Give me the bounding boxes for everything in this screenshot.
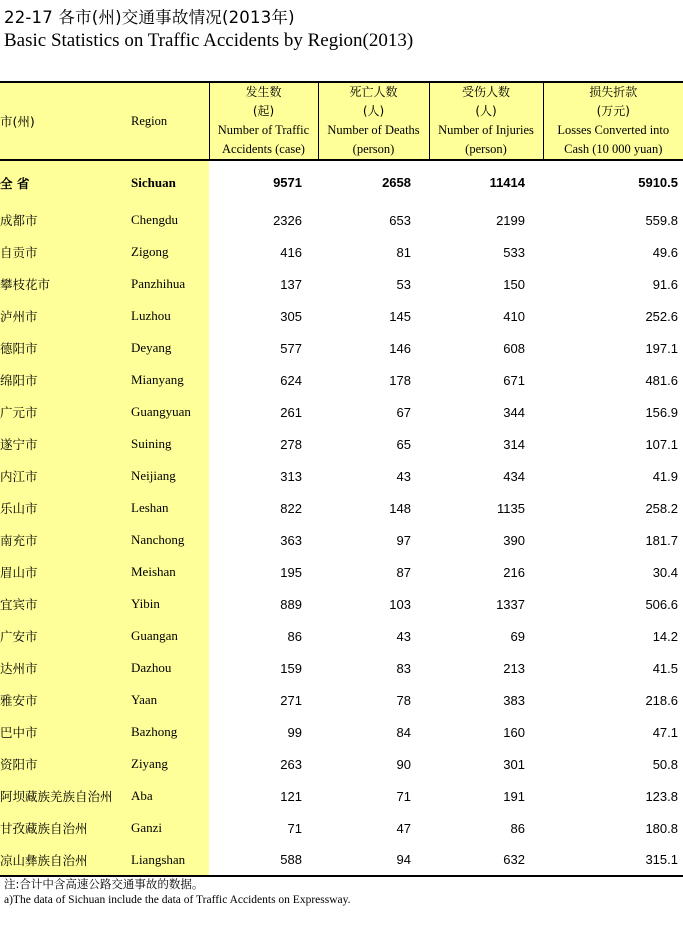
region-cn: 内江市 bbox=[0, 460, 131, 492]
header-deaths-unit: (人) bbox=[362, 104, 385, 118]
region-en: Nanchong bbox=[131, 524, 209, 556]
table-row bbox=[0, 460, 683, 492]
table-row bbox=[0, 492, 683, 524]
injuries-value: 150 bbox=[503, 276, 525, 292]
region-en: Sichuan bbox=[131, 160, 209, 204]
deaths-value: 67 bbox=[396, 404, 411, 420]
losses-value: 180.8 bbox=[645, 820, 678, 836]
region-en: Liangshan bbox=[131, 844, 209, 876]
losses-value: 481.6 bbox=[645, 372, 678, 388]
injuries-value: 301 bbox=[503, 756, 525, 772]
region-cn: 甘孜藏族自治州 bbox=[0, 812, 131, 844]
deaths-value: 84 bbox=[396, 724, 411, 740]
header-losses-unit: (万元) bbox=[596, 104, 630, 118]
region-cn: 泸州市 bbox=[0, 300, 131, 332]
region-en: Deyang bbox=[131, 332, 209, 364]
losses-value: 559.8 bbox=[645, 212, 678, 228]
statistics-table bbox=[0, 81, 683, 877]
deaths-value: 178 bbox=[389, 372, 411, 388]
accidents-value: 137 bbox=[280, 276, 302, 292]
injuries-value: 434 bbox=[503, 468, 525, 484]
injuries-value: 344 bbox=[503, 404, 525, 420]
injuries-value: 160 bbox=[503, 724, 525, 740]
table-row bbox=[0, 364, 683, 396]
deaths-value: 90 bbox=[396, 756, 411, 772]
region-en: Ganzi bbox=[131, 812, 209, 844]
deaths-value: 94 bbox=[318, 844, 429, 876]
losses-value: 506.6 bbox=[645, 596, 678, 612]
losses-value: 50.8 bbox=[652, 756, 678, 772]
losses-value: 41.9 bbox=[652, 468, 678, 484]
losses-value: 258.2 bbox=[645, 500, 678, 516]
region-en: Suining bbox=[131, 428, 209, 460]
deaths-value: 78 bbox=[396, 692, 411, 708]
injuries-value: 2199 bbox=[496, 212, 525, 228]
region-cn: 雅安市 bbox=[0, 684, 131, 716]
region-en: Aba bbox=[131, 780, 209, 812]
deaths-value: 653 bbox=[389, 212, 411, 228]
region-cn: 自贡市 bbox=[0, 236, 131, 268]
accidents-value: 588 bbox=[209, 844, 318, 876]
table-row bbox=[0, 524, 683, 556]
losses-value: 41.5 bbox=[652, 660, 678, 676]
region-cn: 攀枝花市 bbox=[0, 268, 131, 300]
deaths-value: 148 bbox=[389, 500, 411, 516]
accidents-value: 624 bbox=[280, 372, 302, 388]
deaths-value: 81 bbox=[396, 244, 411, 260]
region-cn: 凉山彝族自治州 bbox=[0, 844, 131, 876]
losses-value: 156.9 bbox=[645, 404, 678, 420]
header-region-cn: 市(州) bbox=[0, 82, 131, 160]
footnote-en: a)The data of Sichuan include the data of Traffic Accidents on Expressway. bbox=[4, 894, 351, 906]
region-en: Meishan bbox=[131, 556, 209, 588]
region-en: Zigong bbox=[131, 236, 209, 268]
accidents-value: 305 bbox=[280, 308, 302, 324]
header-injuries-cn: 受伤人数 bbox=[461, 85, 510, 99]
region-cn: 绵阳市 bbox=[0, 364, 131, 396]
losses-value: 123.8 bbox=[645, 788, 678, 804]
accidents-value: 278 bbox=[280, 436, 302, 452]
table-row bbox=[0, 300, 683, 332]
header-losses-en2: Cash (10 000 yuan) bbox=[564, 142, 663, 156]
accidents-value: 263 bbox=[280, 756, 302, 772]
table-row bbox=[0, 844, 683, 876]
header-deaths-en2: (person) bbox=[352, 142, 395, 156]
page-title-cn: 22-17 各市(州)交通事故情况(2013年) bbox=[4, 8, 295, 27]
losses-value: 315.1 bbox=[543, 844, 683, 876]
table-row bbox=[0, 588, 683, 620]
injuries-value: 632 bbox=[429, 844, 543, 876]
deaths-value: 43 bbox=[396, 628, 411, 644]
accidents-value: 261 bbox=[280, 404, 302, 420]
losses-value: 49.6 bbox=[652, 244, 678, 260]
deaths-value: 103 bbox=[389, 596, 411, 612]
region-en: Chengdu bbox=[131, 204, 209, 236]
table-row bbox=[0, 780, 683, 812]
region-cn: 南充市 bbox=[0, 524, 131, 556]
region-en: Guangyuan bbox=[131, 396, 209, 428]
table-row bbox=[0, 716, 683, 748]
injuries-value: 216 bbox=[503, 564, 525, 580]
table-row bbox=[0, 652, 683, 684]
header-accidents-unit: (起) bbox=[252, 104, 275, 118]
table-row bbox=[0, 748, 683, 780]
table-row bbox=[0, 268, 683, 300]
deaths-value: 83 bbox=[396, 660, 411, 676]
header-accidents-cn: 发生数 bbox=[245, 85, 282, 99]
accidents-value: 416 bbox=[280, 244, 302, 260]
region-cn: 广元市 bbox=[0, 396, 131, 428]
deaths-value: 2658 bbox=[382, 175, 411, 190]
header-accidents-en1: Number of Traffic bbox=[217, 123, 310, 137]
table-body bbox=[0, 160, 683, 876]
header-injuries-en1: Number of Injuries bbox=[438, 123, 534, 137]
injuries-value: 608 bbox=[503, 340, 525, 356]
region-en: Neijiang bbox=[131, 460, 209, 492]
table-row bbox=[0, 620, 683, 652]
region-en: Dazhou bbox=[131, 652, 209, 684]
accidents-value: 363 bbox=[280, 532, 302, 548]
table-row bbox=[0, 204, 683, 236]
region-cn: 成都市 bbox=[0, 204, 131, 236]
losses-value: 107.1 bbox=[645, 436, 678, 452]
header-injuries-en2: (person) bbox=[465, 142, 507, 156]
accidents-value: 121 bbox=[280, 788, 302, 804]
accidents-value: 271 bbox=[280, 692, 302, 708]
table-row bbox=[0, 684, 683, 716]
deaths-value: 87 bbox=[396, 564, 411, 580]
injuries-value: 213 bbox=[503, 660, 525, 676]
accidents-value: 577 bbox=[280, 340, 302, 356]
footnote-cn: 注:合计中含高速公路交通事故的数据。 bbox=[4, 877, 204, 891]
losses-value: 30.4 bbox=[652, 564, 678, 580]
accidents-value: 71 bbox=[287, 820, 302, 836]
deaths-value: 47 bbox=[396, 820, 411, 836]
region-cn: 遂宁市 bbox=[0, 428, 131, 460]
region-en: Yaan bbox=[131, 684, 209, 716]
header-injuries bbox=[429, 82, 543, 160]
accidents-value: 822 bbox=[280, 500, 302, 516]
injuries-value: 314 bbox=[503, 436, 525, 452]
region-en: Yibin bbox=[131, 588, 209, 620]
region-cn: 巴中市 bbox=[0, 716, 131, 748]
losses-value: 14.2 bbox=[652, 628, 678, 644]
losses-value: 181.7 bbox=[645, 532, 678, 548]
injuries-value: 1135 bbox=[497, 500, 525, 516]
losses-value: 91.6 bbox=[652, 276, 678, 292]
table-row bbox=[0, 556, 683, 588]
region-cn: 宜宾市 bbox=[0, 588, 131, 620]
deaths-value: 65 bbox=[396, 436, 411, 452]
deaths-value: 43 bbox=[396, 468, 411, 484]
region-cn: 德阳市 bbox=[0, 332, 131, 364]
injuries-value: 1337 bbox=[496, 596, 525, 612]
table-row bbox=[0, 812, 683, 844]
page-title-en: Basic Statistics on Traffic Accidents by Region(2013) bbox=[4, 30, 414, 51]
region-cn: 乐山市 bbox=[0, 492, 131, 524]
header-accidents bbox=[209, 82, 318, 160]
accidents-value: 313 bbox=[280, 468, 302, 484]
region-en: Guangan bbox=[131, 620, 209, 652]
table-header-row bbox=[0, 82, 683, 160]
region-cn: 资阳市 bbox=[0, 748, 131, 780]
deaths-value: 97 bbox=[396, 532, 411, 548]
region-en: Panzhihua bbox=[131, 268, 209, 300]
losses-value: 5910.5 bbox=[638, 175, 678, 190]
accidents-value: 9571 bbox=[273, 175, 302, 190]
table-row bbox=[0, 428, 683, 460]
header-losses-cn: 损失折款 bbox=[589, 85, 638, 99]
losses-value: 252.6 bbox=[645, 308, 678, 324]
deaths-value: 146 bbox=[389, 340, 411, 356]
region-en: Luzhou bbox=[131, 300, 209, 332]
table-row-total bbox=[0, 160, 683, 204]
accidents-value: 159 bbox=[280, 660, 302, 676]
injuries-value: 191 bbox=[503, 788, 525, 804]
region-cn: 达州市 bbox=[0, 652, 131, 684]
table-row bbox=[0, 236, 683, 268]
deaths-value: 145 bbox=[389, 308, 411, 324]
header-deaths-en1: Number of Deaths bbox=[327, 123, 420, 137]
deaths-value: 71 bbox=[396, 788, 411, 804]
region-cn: 广安市 bbox=[0, 620, 131, 652]
accidents-value: 86 bbox=[287, 628, 302, 644]
region-en: Leshan bbox=[131, 492, 209, 524]
injuries-value: 533 bbox=[503, 244, 525, 260]
header-deaths-cn: 死亡人数 bbox=[349, 85, 398, 99]
region-cn: 眉山市 bbox=[0, 556, 131, 588]
accidents-value: 195 bbox=[280, 564, 302, 580]
region-en: Bazhong bbox=[131, 716, 209, 748]
region-en: Mianyang bbox=[131, 364, 209, 396]
region-cn: 全 省 bbox=[0, 160, 131, 204]
accidents-value: 889 bbox=[280, 596, 302, 612]
losses-value: 197.1 bbox=[645, 340, 678, 356]
table-row bbox=[0, 332, 683, 364]
table-row bbox=[0, 396, 683, 428]
header-deaths bbox=[318, 82, 429, 160]
injuries-value: 11414 bbox=[489, 175, 525, 190]
injuries-value: 410 bbox=[503, 308, 525, 324]
injuries-value: 383 bbox=[503, 692, 525, 708]
header-region-en: Region bbox=[131, 82, 209, 160]
header-accidents-en2: Accidents (case) bbox=[222, 142, 305, 156]
injuries-value: 86 bbox=[510, 820, 525, 836]
header-losses bbox=[543, 82, 683, 160]
losses-value: 218.6 bbox=[645, 692, 678, 708]
accidents-value: 99 bbox=[287, 724, 302, 740]
accidents-value: 2326 bbox=[273, 212, 302, 228]
injuries-value: 390 bbox=[503, 532, 525, 548]
injuries-value: 69 bbox=[510, 628, 525, 644]
header-injuries-unit: (人) bbox=[475, 104, 497, 118]
losses-value: 47.1 bbox=[652, 724, 678, 740]
header-losses-en1: Losses Converted into bbox=[557, 123, 670, 137]
injuries-value: 671 bbox=[503, 372, 525, 388]
region-en: Ziyang bbox=[131, 748, 209, 780]
region-cn: 阿坝藏族羌族自治州 bbox=[0, 780, 131, 812]
deaths-value: 53 bbox=[396, 276, 411, 292]
